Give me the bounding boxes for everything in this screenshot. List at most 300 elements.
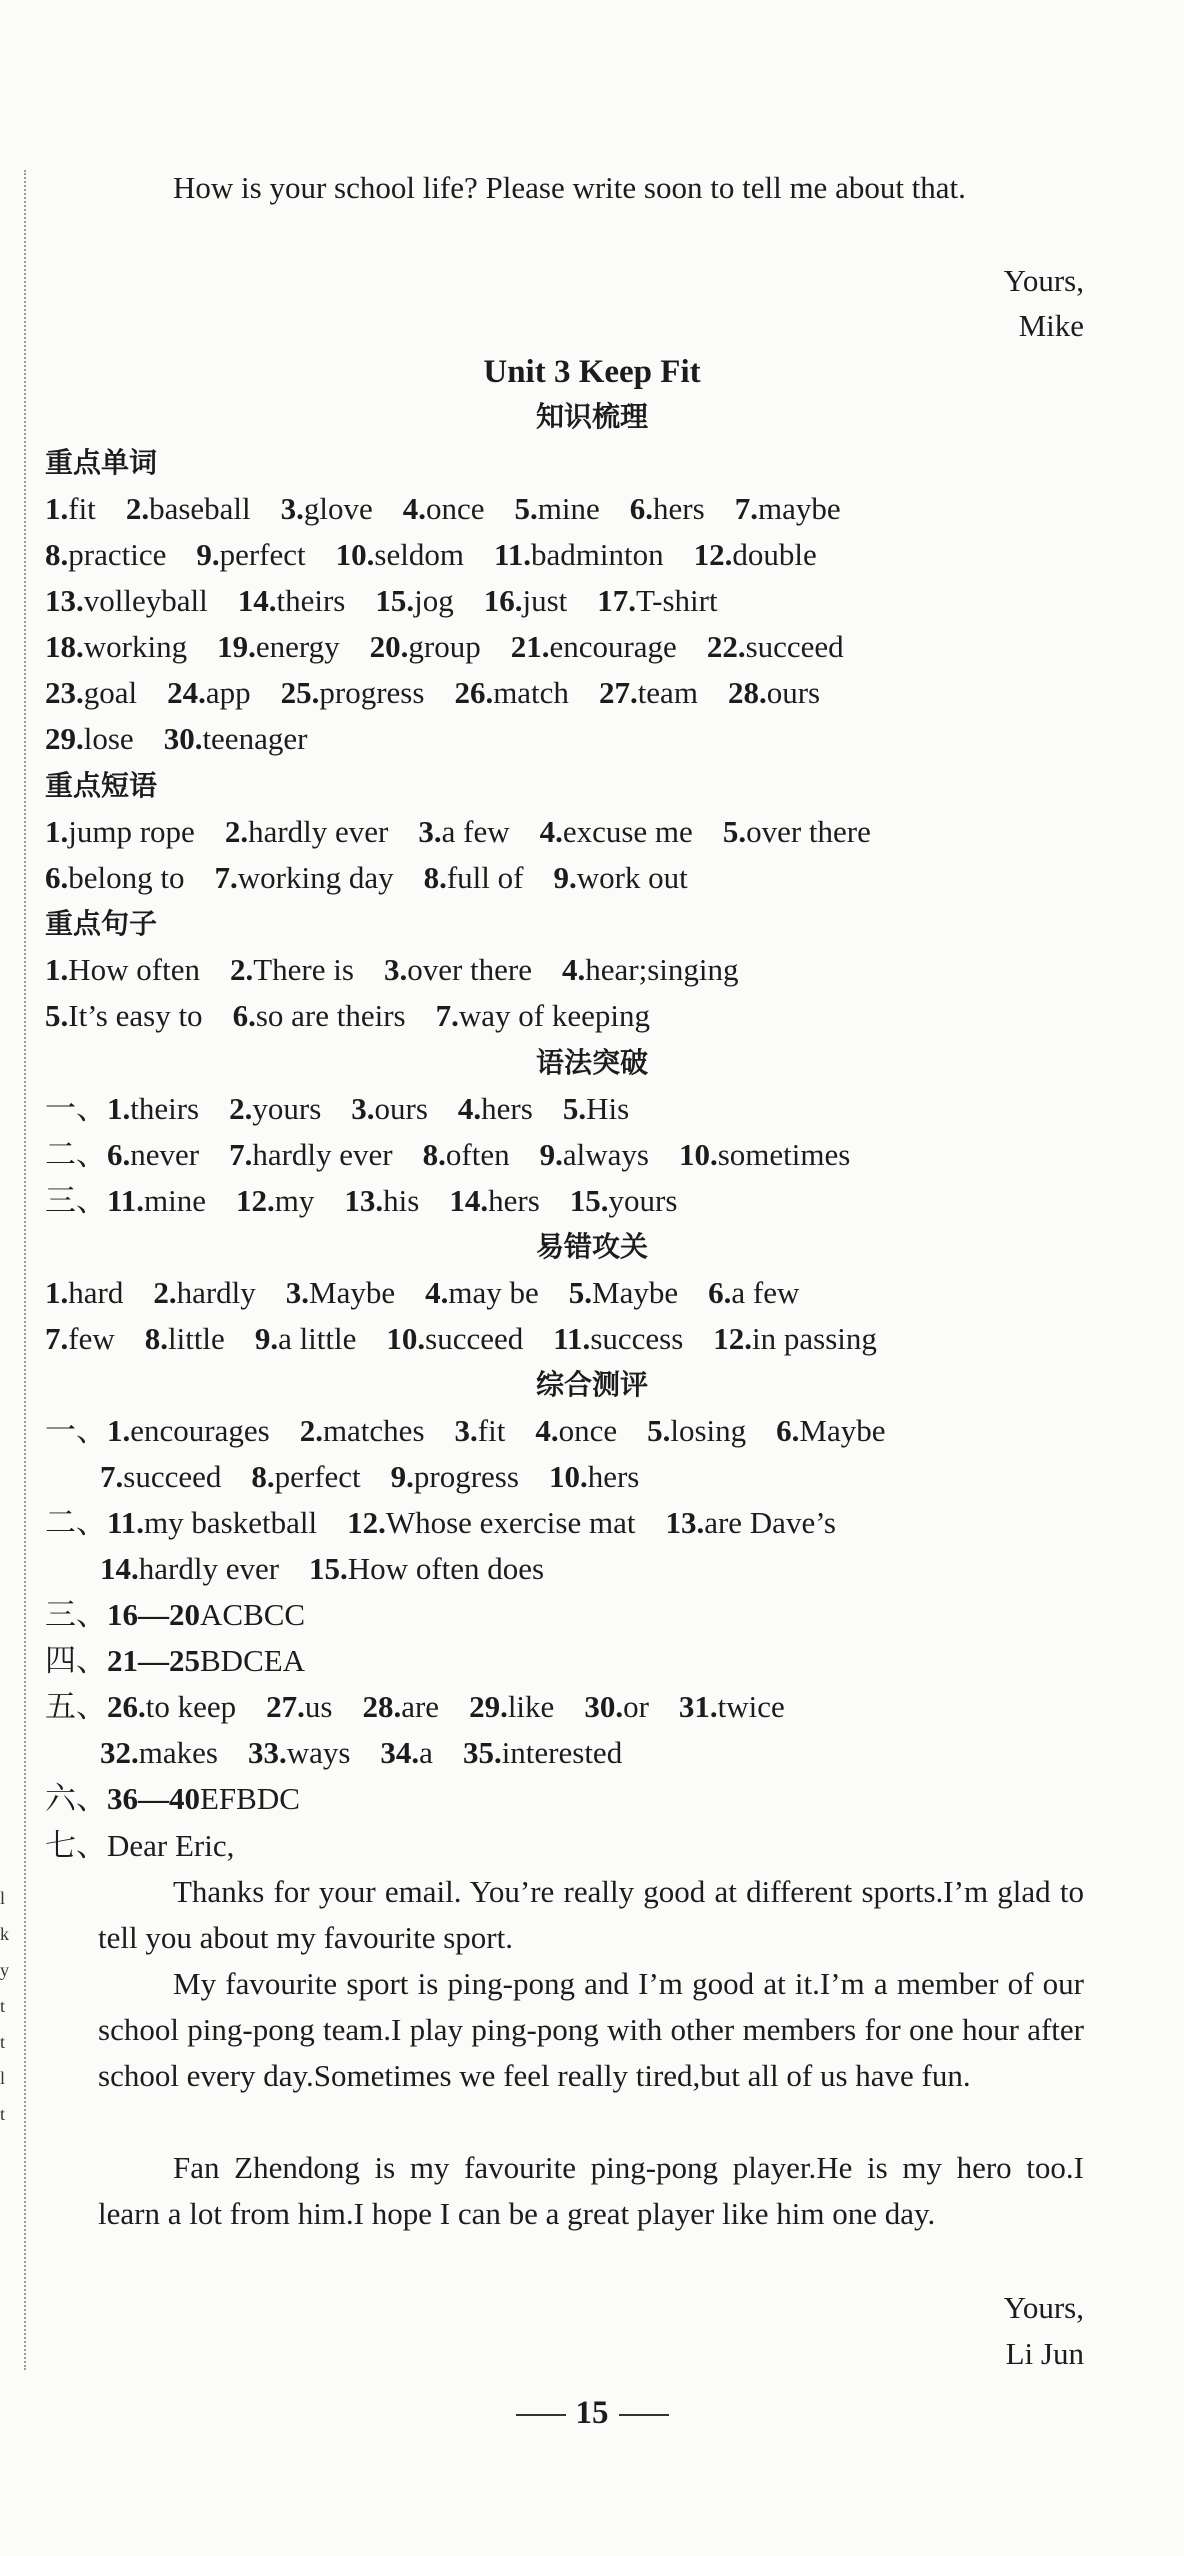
- answer-item: [723, 809, 871, 855]
- answer-number: 33.: [247, 1735, 287, 1770]
- answer-text: maybe: [757, 491, 841, 526]
- answer-text: hardly: [176, 1275, 256, 1310]
- answer-item: [597, 578, 717, 624]
- answer-item: [45, 1316, 115, 1362]
- answer-item: [384, 947, 532, 993]
- answer-item: [553, 855, 687, 901]
- answer-item: [215, 855, 394, 901]
- answer-number: 1.: [45, 1275, 69, 1310]
- answer-item: [248, 1730, 350, 1776]
- edge-mark: t: [0, 2032, 6, 2052]
- answer-number: 22.: [706, 629, 746, 664]
- answer-item: [107, 1132, 199, 1178]
- answer-number: 28.: [362, 1689, 402, 1724]
- answer-number: 23.: [45, 675, 84, 710]
- answer-text: like: [507, 1689, 555, 1724]
- answer-number: 4.: [457, 1091, 482, 1126]
- answer-text: in passing: [752, 1321, 877, 1356]
- answer-text: once: [558, 1413, 618, 1448]
- answer-item: [167, 670, 251, 716]
- question-section-prefix: 三、: [45, 1597, 107, 1633]
- answer-text: It’s easy to: [68, 998, 203, 1033]
- answer-item: [281, 486, 373, 532]
- answer-text: baseball: [149, 491, 251, 526]
- answer-number: 7.: [734, 491, 758, 526]
- answer-row: [45, 1132, 1124, 1178]
- answer-number: 16.: [483, 583, 523, 618]
- answer-text: over there: [407, 952, 532, 987]
- answer-text: a: [419, 1735, 433, 1770]
- answer-number: 29.: [469, 1689, 508, 1724]
- answer-row: [45, 809, 1124, 855]
- answer-item: [584, 1684, 649, 1730]
- answer-number: 12.: [693, 537, 733, 572]
- answer-item: [511, 624, 677, 670]
- answer-text: sometimes: [717, 1137, 851, 1172]
- answer-text: never: [130, 1137, 200, 1172]
- answer-text: always: [562, 1137, 649, 1172]
- unit-title: Unit 3 Keep Fit: [483, 354, 701, 390]
- answer-text: a few: [441, 814, 510, 849]
- answer-text: practice: [68, 537, 167, 572]
- answer-number: 25.: [280, 675, 320, 710]
- answer-text: once: [426, 491, 485, 526]
- answer-number: 3.: [285, 1275, 310, 1310]
- answer-text: to keep: [145, 1689, 237, 1724]
- answer-number: 7.: [229, 1137, 253, 1172]
- answer-item: [563, 1086, 629, 1132]
- answer-text: hers: [587, 1459, 640, 1494]
- page-number: [0, 2395, 1184, 2432]
- answer-item: [107, 1086, 199, 1132]
- answer-number: 13.: [665, 1505, 705, 1540]
- answer-item: [455, 1408, 506, 1454]
- answer-item: [286, 1270, 395, 1316]
- answer-text: hardly ever: [252, 1137, 393, 1172]
- answer-text: progress: [413, 1459, 519, 1494]
- answer-number: 15.: [375, 583, 415, 618]
- answer-text: few: [68, 1321, 115, 1356]
- answer-number: 12.: [713, 1321, 753, 1356]
- answer-row: [45, 1178, 1124, 1224]
- answer-text: jog: [414, 583, 454, 618]
- answer-number: 7.: [100, 1459, 124, 1494]
- edge-mark: l: [0, 1888, 6, 1908]
- answer-text: a little: [278, 1321, 357, 1356]
- answer-item: [391, 1454, 519, 1500]
- answer-text: Maybe: [799, 1413, 886, 1448]
- answer-text: jump rope: [68, 814, 195, 849]
- answer-number: 8.: [422, 1137, 446, 1172]
- essay-paragraph-2: My favourite sport is ping-pong and I’m good at it.I’m a member of our school ping-pong team.I play ping-pong with other members for one hour after school every day.Sometimes we feel really tired,but all of us have fun.: [98, 1966, 1084, 2093]
- key-sentences-heading: 重点句子: [45, 907, 158, 940]
- answer-text: my: [274, 1183, 315, 1218]
- answer-text: hear;singing: [585, 952, 739, 987]
- answer-item: [107, 1776, 300, 1822]
- answer-item: [45, 624, 187, 670]
- answer-item: [100, 1730, 218, 1776]
- answer-item: [436, 993, 650, 1039]
- answer-text: mine: [144, 1183, 207, 1218]
- essay-greeting: Dear Eric,: [107, 1828, 235, 1863]
- answer-number: 35.: [462, 1735, 502, 1770]
- answer-text: yours: [608, 1183, 678, 1218]
- answer-number: 5.: [722, 814, 747, 849]
- answer-item: [344, 1178, 419, 1224]
- answer-text: EFBDC: [200, 1781, 300, 1816]
- answer-text: may be: [448, 1275, 539, 1310]
- answer-text: belong to: [68, 860, 185, 895]
- answer-text: twice: [717, 1689, 785, 1724]
- answer-text: His: [586, 1091, 630, 1126]
- answer-row: [100, 1454, 1124, 1500]
- answer-text: often: [445, 1137, 510, 1172]
- section-common-errors: 易错攻关: [535, 1230, 648, 1263]
- answer-number: 3.: [280, 491, 304, 526]
- answer-item: [569, 1270, 678, 1316]
- answer-number: 14.: [237, 583, 277, 618]
- answer-number: 6.: [776, 1413, 800, 1448]
- essay-greeting-line: [45, 1823, 1124, 1869]
- answer-number: 2.: [224, 814, 249, 849]
- answer-text: a few: [731, 1275, 800, 1310]
- answer-item: [362, 1684, 439, 1730]
- answer-text: work out: [576, 860, 688, 895]
- answer-text: just: [522, 583, 568, 618]
- answer-number: 4.: [539, 814, 563, 849]
- answer-number: 18.: [45, 629, 84, 664]
- answer-number: 26.: [454, 675, 494, 710]
- answer-text: working: [83, 629, 188, 664]
- answer-number: 4.: [535, 1413, 559, 1448]
- answer-text: Maybe: [309, 1275, 396, 1310]
- answer-item: [153, 1270, 255, 1316]
- answer-item: [251, 1454, 360, 1500]
- answer-item: [45, 578, 208, 624]
- answer-item: [164, 716, 308, 762]
- answer-item: [229, 1132, 393, 1178]
- answer-text: working day: [237, 860, 394, 895]
- answer-item: [107, 1408, 270, 1454]
- answer-item: [458, 1086, 533, 1132]
- answer-text: badminton: [531, 537, 664, 572]
- answer-row: [45, 1316, 1124, 1362]
- answer-item: [463, 1730, 622, 1776]
- answer-item: [425, 1270, 539, 1316]
- answer-text: theirs: [130, 1091, 200, 1126]
- answer-number: 4.: [562, 952, 586, 987]
- answer-text: hardly ever: [248, 814, 389, 849]
- answer-number: 5.: [562, 1091, 587, 1126]
- answer-number: 8.: [45, 537, 69, 572]
- answer-item: [707, 624, 844, 670]
- answer-text: are: [401, 1689, 440, 1724]
- answer-item: [100, 1546, 279, 1592]
- answer-text: Maybe: [592, 1275, 679, 1310]
- answer-item: [238, 578, 346, 624]
- answer-number: 7.: [435, 998, 459, 1033]
- answer-text: energy: [255, 629, 340, 664]
- letter-top-signature: Mike: [1018, 308, 1084, 343]
- answer-text: succeed: [745, 629, 844, 664]
- answer-number: 2.: [299, 1413, 323, 1448]
- letter-closing-paragraph: How is your school life? Please write soon to tell me about that.: [173, 170, 966, 205]
- answer-number: 9.: [254, 1321, 279, 1356]
- answer-text: lose: [83, 721, 134, 756]
- answer-item: [45, 1270, 123, 1316]
- answer-item: [236, 1178, 314, 1224]
- answer-number: 8.: [144, 1321, 168, 1356]
- margin-dotted-rule: [24, 170, 26, 2370]
- question-section-prefix: 一、: [45, 1091, 107, 1127]
- answer-text: hers: [488, 1183, 540, 1218]
- answer-text: encourages: [130, 1413, 270, 1448]
- answer-number: 1.: [107, 1413, 131, 1448]
- answer-number: 20.: [369, 629, 409, 664]
- answer-number: 27.: [598, 675, 638, 710]
- answer-text: BDCEA: [200, 1643, 306, 1678]
- answer-item: [347, 1500, 635, 1546]
- answer-row: [45, 670, 1124, 716]
- answer-item: [694, 532, 817, 578]
- answer-number: 5.: [568, 1275, 593, 1310]
- answer-item: [418, 809, 509, 855]
- edge-mark: l: [0, 2068, 6, 2088]
- answer-item: [708, 1270, 799, 1316]
- answer-item: [540, 809, 693, 855]
- answer-item: [145, 1316, 225, 1362]
- answer-number: 4.: [425, 1275, 449, 1310]
- section-grammar: 语法突破: [535, 1046, 648, 1079]
- answer-number: 5.: [647, 1413, 671, 1448]
- answer-item: [351, 1086, 428, 1132]
- answer-item: [679, 1132, 850, 1178]
- answer-number: 10.: [678, 1137, 718, 1172]
- answer-text: over there: [746, 814, 871, 849]
- answer-item: [266, 1684, 332, 1730]
- answer-item: [225, 809, 389, 855]
- answer-number: 28.: [727, 675, 767, 710]
- answer-text: teenager: [202, 721, 308, 756]
- answer-item: [540, 1132, 649, 1178]
- answer-text: T-shirt: [636, 583, 718, 618]
- answer-row: [45, 947, 1124, 993]
- binding-edge-marks: [0, 1880, 9, 2132]
- answer-number: 1.: [45, 952, 69, 987]
- answer-text: ACBCC: [200, 1597, 306, 1632]
- answer-item: [126, 486, 251, 532]
- answer-row: [45, 486, 1124, 532]
- answer-number: 6.: [107, 1137, 131, 1172]
- answer-text: double: [732, 537, 817, 572]
- answer-text: hardly ever: [138, 1551, 280, 1586]
- answer-number: 2.: [153, 1275, 177, 1310]
- answer-number: 21.: [510, 629, 550, 664]
- section-test: 综合测评: [535, 1368, 648, 1401]
- answer-number: 9.: [390, 1459, 414, 1494]
- answer-item: [300, 1408, 425, 1454]
- answer-text: ours: [374, 1091, 428, 1126]
- answer-number: 10.: [335, 537, 375, 572]
- answer-number: 3.: [418, 814, 442, 849]
- answer-text: mine: [537, 491, 600, 526]
- answer-item: [45, 855, 185, 901]
- answer-text: his: [383, 1183, 420, 1218]
- answer-row: [45, 1776, 1124, 1822]
- essay-prefix: 七、: [45, 1828, 107, 1864]
- answer-number: 24.: [167, 675, 206, 710]
- answer-number: 27.: [266, 1689, 305, 1724]
- answer-item: [107, 1638, 305, 1684]
- answer-number: 11.: [107, 1183, 145, 1218]
- answer-row: [45, 1638, 1124, 1684]
- key-words-heading: 重点单词: [45, 446, 158, 479]
- answer-number: 8.: [251, 1459, 275, 1494]
- answer-text: seldom: [374, 537, 464, 572]
- answer-item: [217, 624, 340, 670]
- answer-row: [100, 1730, 1124, 1776]
- answer-number: 12.: [347, 1505, 386, 1540]
- answer-item: [45, 486, 96, 532]
- edge-mark: t: [0, 2104, 6, 2124]
- answer-text: perfect: [274, 1459, 361, 1494]
- answer-item: [380, 1730, 433, 1776]
- essay-signature: Li Jun: [1005, 2336, 1084, 2371]
- answer-item: [45, 716, 134, 762]
- answer-number: 9.: [196, 537, 220, 572]
- answer-item: [386, 1316, 523, 1362]
- answer-item: [255, 1316, 357, 1362]
- answer-number: 30.: [584, 1689, 624, 1724]
- answer-item: [370, 624, 481, 670]
- answer-text: ways: [286, 1735, 351, 1770]
- answer-item: [630, 486, 705, 532]
- answer-item: [309, 1546, 544, 1592]
- answer-text: There is: [253, 952, 354, 987]
- answer-item: [336, 532, 464, 578]
- answer-number: 6.: [45, 860, 69, 895]
- answer-item: [535, 1408, 617, 1454]
- answer-number: 36—40: [107, 1781, 200, 1816]
- answer-text: success: [590, 1321, 684, 1356]
- answer-item: [196, 532, 305, 578]
- answer-text: makes: [138, 1735, 218, 1770]
- edge-mark: k: [0, 1924, 9, 1944]
- answer-number: 26.: [107, 1689, 146, 1724]
- answer-number: 21—25: [107, 1643, 200, 1678]
- essay-paragraph-3: Fan Zhendong is my favourite ping-pong player.He is my hero too.I learn a lot from him.I hope I can be a great player like him one day.: [98, 2150, 1084, 2231]
- answer-text: match: [493, 675, 569, 710]
- answer-text: matches: [322, 1413, 425, 1448]
- answer-number: 6.: [708, 1275, 732, 1310]
- question-section-prefix: 一、: [45, 1413, 107, 1449]
- answer-number: 9.: [539, 1137, 563, 1172]
- answer-item: [107, 1684, 236, 1730]
- answer-item: [549, 1454, 639, 1500]
- answer-text: yours: [252, 1091, 322, 1126]
- answer-row: [45, 1270, 1124, 1316]
- answer-item: [515, 486, 600, 532]
- answer-number: 2.: [229, 952, 254, 987]
- answer-number: 32.: [100, 1735, 139, 1770]
- answer-item: [230, 947, 354, 993]
- essay-paragraph-1: Thanks for your email. You’re really good at different sports.I’m glad to tell you about my favourite sport.: [98, 1874, 1084, 1955]
- answer-number: 1.: [107, 1091, 131, 1126]
- answer-number: 7.: [214, 860, 238, 895]
- key-phrases-heading: 重点短语: [45, 769, 158, 802]
- answer-number: 11.: [107, 1505, 145, 1540]
- answer-item: [449, 1178, 539, 1224]
- answer-number: 4.: [402, 491, 427, 526]
- answer-number: 17.: [597, 583, 637, 618]
- answer-row: [100, 1546, 1124, 1592]
- answer-row: [45, 532, 1124, 578]
- answer-item: [100, 1454, 221, 1500]
- answer-number: 5.: [514, 491, 538, 526]
- answer-number: 12.: [236, 1183, 275, 1218]
- answer-text: fit: [68, 491, 96, 526]
- answer-text: fit: [477, 1413, 506, 1448]
- question-section-prefix: 二、: [45, 1505, 107, 1541]
- answer-number: 15.: [309, 1551, 348, 1586]
- answer-row: [45, 1592, 1124, 1638]
- essay-closing: Yours,: [1003, 2290, 1084, 2325]
- question-section-prefix: 二、: [45, 1137, 107, 1173]
- answer-text: hers: [481, 1091, 533, 1126]
- answer-text: ours: [766, 675, 821, 710]
- answer-number: 15.: [569, 1183, 609, 1218]
- answer-text: team: [637, 675, 698, 710]
- answer-number: 6.: [629, 491, 654, 526]
- answer-number: 3.: [383, 952, 408, 987]
- answer-number: 13.: [45, 583, 84, 618]
- answer-text: app: [205, 675, 251, 710]
- answer-item: [494, 532, 664, 578]
- answer-number: 10.: [386, 1321, 426, 1356]
- page-number-text: 15: [575, 2395, 609, 2431]
- answer-item: [562, 947, 739, 993]
- answer-number: 3.: [351, 1091, 375, 1126]
- answer-item: [553, 1316, 683, 1362]
- answer-row: [45, 578, 1124, 624]
- answer-item: [281, 670, 425, 716]
- answer-number: 9.: [553, 860, 577, 895]
- answer-item: [107, 1178, 206, 1224]
- answer-number: 14.: [100, 1551, 139, 1586]
- answer-item: [484, 578, 568, 624]
- answer-item: [665, 1500, 835, 1546]
- answer-item: [735, 486, 841, 532]
- answer-text: are Dave’s: [704, 1505, 836, 1540]
- answer-item: [375, 578, 453, 624]
- answer-item: [45, 947, 200, 993]
- section-knowledge: 知识梳理: [535, 400, 648, 433]
- answer-number: 30.: [163, 721, 203, 756]
- answer-item: [107, 1500, 317, 1546]
- answer-text: encourage: [549, 629, 677, 664]
- question-section-prefix: 六、: [45, 1781, 107, 1817]
- answer-text: succeed: [123, 1459, 222, 1494]
- answer-number: 8.: [423, 860, 447, 895]
- question-section-prefix: 四、: [45, 1643, 107, 1679]
- answer-number: 2.: [125, 491, 150, 526]
- edge-mark: t: [0, 1996, 6, 2016]
- answer-item: [728, 670, 820, 716]
- question-section-prefix: 三、: [45, 1183, 107, 1219]
- answer-number: 19.: [217, 629, 256, 664]
- answer-item: [679, 1684, 785, 1730]
- answer-text: goal: [83, 675, 138, 710]
